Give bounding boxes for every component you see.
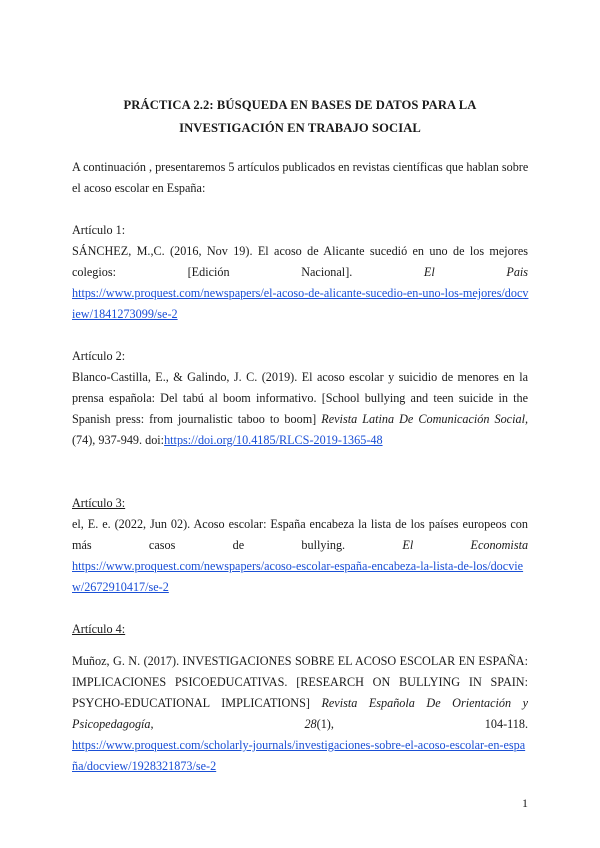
citation-line: PSYCHO-EDUCATIONAL IMPLICATIONS] Revista Española De Orientación y bbox=[72, 696, 528, 710]
article-3 bbox=[72, 493, 528, 598]
page-number: 1 bbox=[522, 796, 528, 810]
article-4 bbox=[72, 651, 528, 777]
citation-line: más casos de bullying. El Economista bbox=[72, 538, 529, 552]
citation-line: (74), 937-949. doi:https://doi.org/10.4185/RLCS-2019-1365-48 bbox=[72, 433, 383, 447]
page-title bbox=[72, 94, 528, 140]
citation-line: Psicopedagogía, 28(1), 104-118. bbox=[72, 717, 528, 731]
article-heading: Artículo 3: bbox=[72, 496, 126, 510]
article-link[interactable]: https://www.proquest.com/newspapers/el-acoso-de-alicante-sucedio-en-uno-los-mejores/docv bbox=[72, 286, 529, 300]
citation-line: IMPLICACIONES PSICOEDUCATIVAS. [RESEARCH ON BULLYING IN SPAIN: bbox=[72, 675, 528, 689]
journal-name: Pais bbox=[506, 265, 529, 279]
article-heading: Artículo 4: bbox=[72, 622, 126, 636]
article-2 bbox=[72, 346, 528, 451]
citation-line: Spanish press: from journalistic taboo to boom] Revista Latina De Comunicación Social, bbox=[72, 412, 529, 426]
article-1 bbox=[72, 220, 528, 325]
citation-line: Muñoz, G. N. (2017). INVESTIGACIONES SOBRE EL ACOSO ESCOLAR EN ESPAÑA: bbox=[72, 654, 528, 668]
journal-name: El bbox=[423, 265, 435, 279]
article-link-continued[interactable]: ña/docview/1928321873/se-2 bbox=[72, 759, 217, 773]
journal-name: Revista Española De Orientación y bbox=[321, 696, 528, 710]
intro-line-1: A continuación , presentaremos 5 artículos publicados en revistas científicas que hablan sobre bbox=[72, 160, 529, 174]
article-4-heading-block bbox=[72, 619, 528, 640]
citation-line: prensa española: Del tabú al boom informativo. [School bullying and teen suicide in the bbox=[72, 391, 528, 405]
citation-line: SÁNCHEZ, M.,C. (2016, Nov 19). El acoso de Alicante sucedió en uno de los mejores bbox=[72, 244, 528, 258]
citation-line: Blanco-Castilla, E., & Galindo, J. C. (2019). El acoso escolar y suicidio de menores en la bbox=[72, 370, 528, 384]
article-link[interactable]: https://www.proquest.com/scholarly-journals/investigaciones-sobre-el-acoso-escolar-en-espa bbox=[72, 738, 526, 752]
intro-paragraph bbox=[72, 157, 528, 199]
article-heading: Artículo 2: bbox=[72, 349, 126, 363]
intro-line-2: el acoso escolar en España: bbox=[72, 181, 206, 195]
article-heading: Artículo 1: bbox=[72, 223, 126, 237]
title-line-1: PRÁCTICA 2.2: BÚSQUEDA EN BASES DE DATOS PARA LA bbox=[123, 98, 477, 112]
journal-name: El bbox=[402, 538, 414, 552]
article-link-continued[interactable]: w/2672910417/se-2 bbox=[72, 580, 169, 594]
journal-name: Economista bbox=[470, 538, 529, 552]
article-link[interactable]: https://www.proquest.com/newspapers/acoso-escolar-españa-encabeza-la-lista-de-los/docvie bbox=[72, 559, 524, 573]
citation-line: colegios: [Edición Nacional]. El Pais bbox=[72, 265, 529, 279]
journal-name: Revista Latina De Comunicación Social, bbox=[321, 412, 529, 426]
title-line-2: INVESTIGACIÓN EN TRABAJO SOCIAL bbox=[179, 121, 421, 135]
doi-link[interactable]: https://doi.org/10.4185/RLCS-2019-1365-48 bbox=[164, 433, 383, 447]
citation-line: el, E. e. (2022, Jun 02). Acoso escolar: España encabeza la lista de los países europeos con bbox=[72, 517, 528, 531]
article-link-continued[interactable]: iew/1841273099/se-2 bbox=[72, 307, 178, 321]
